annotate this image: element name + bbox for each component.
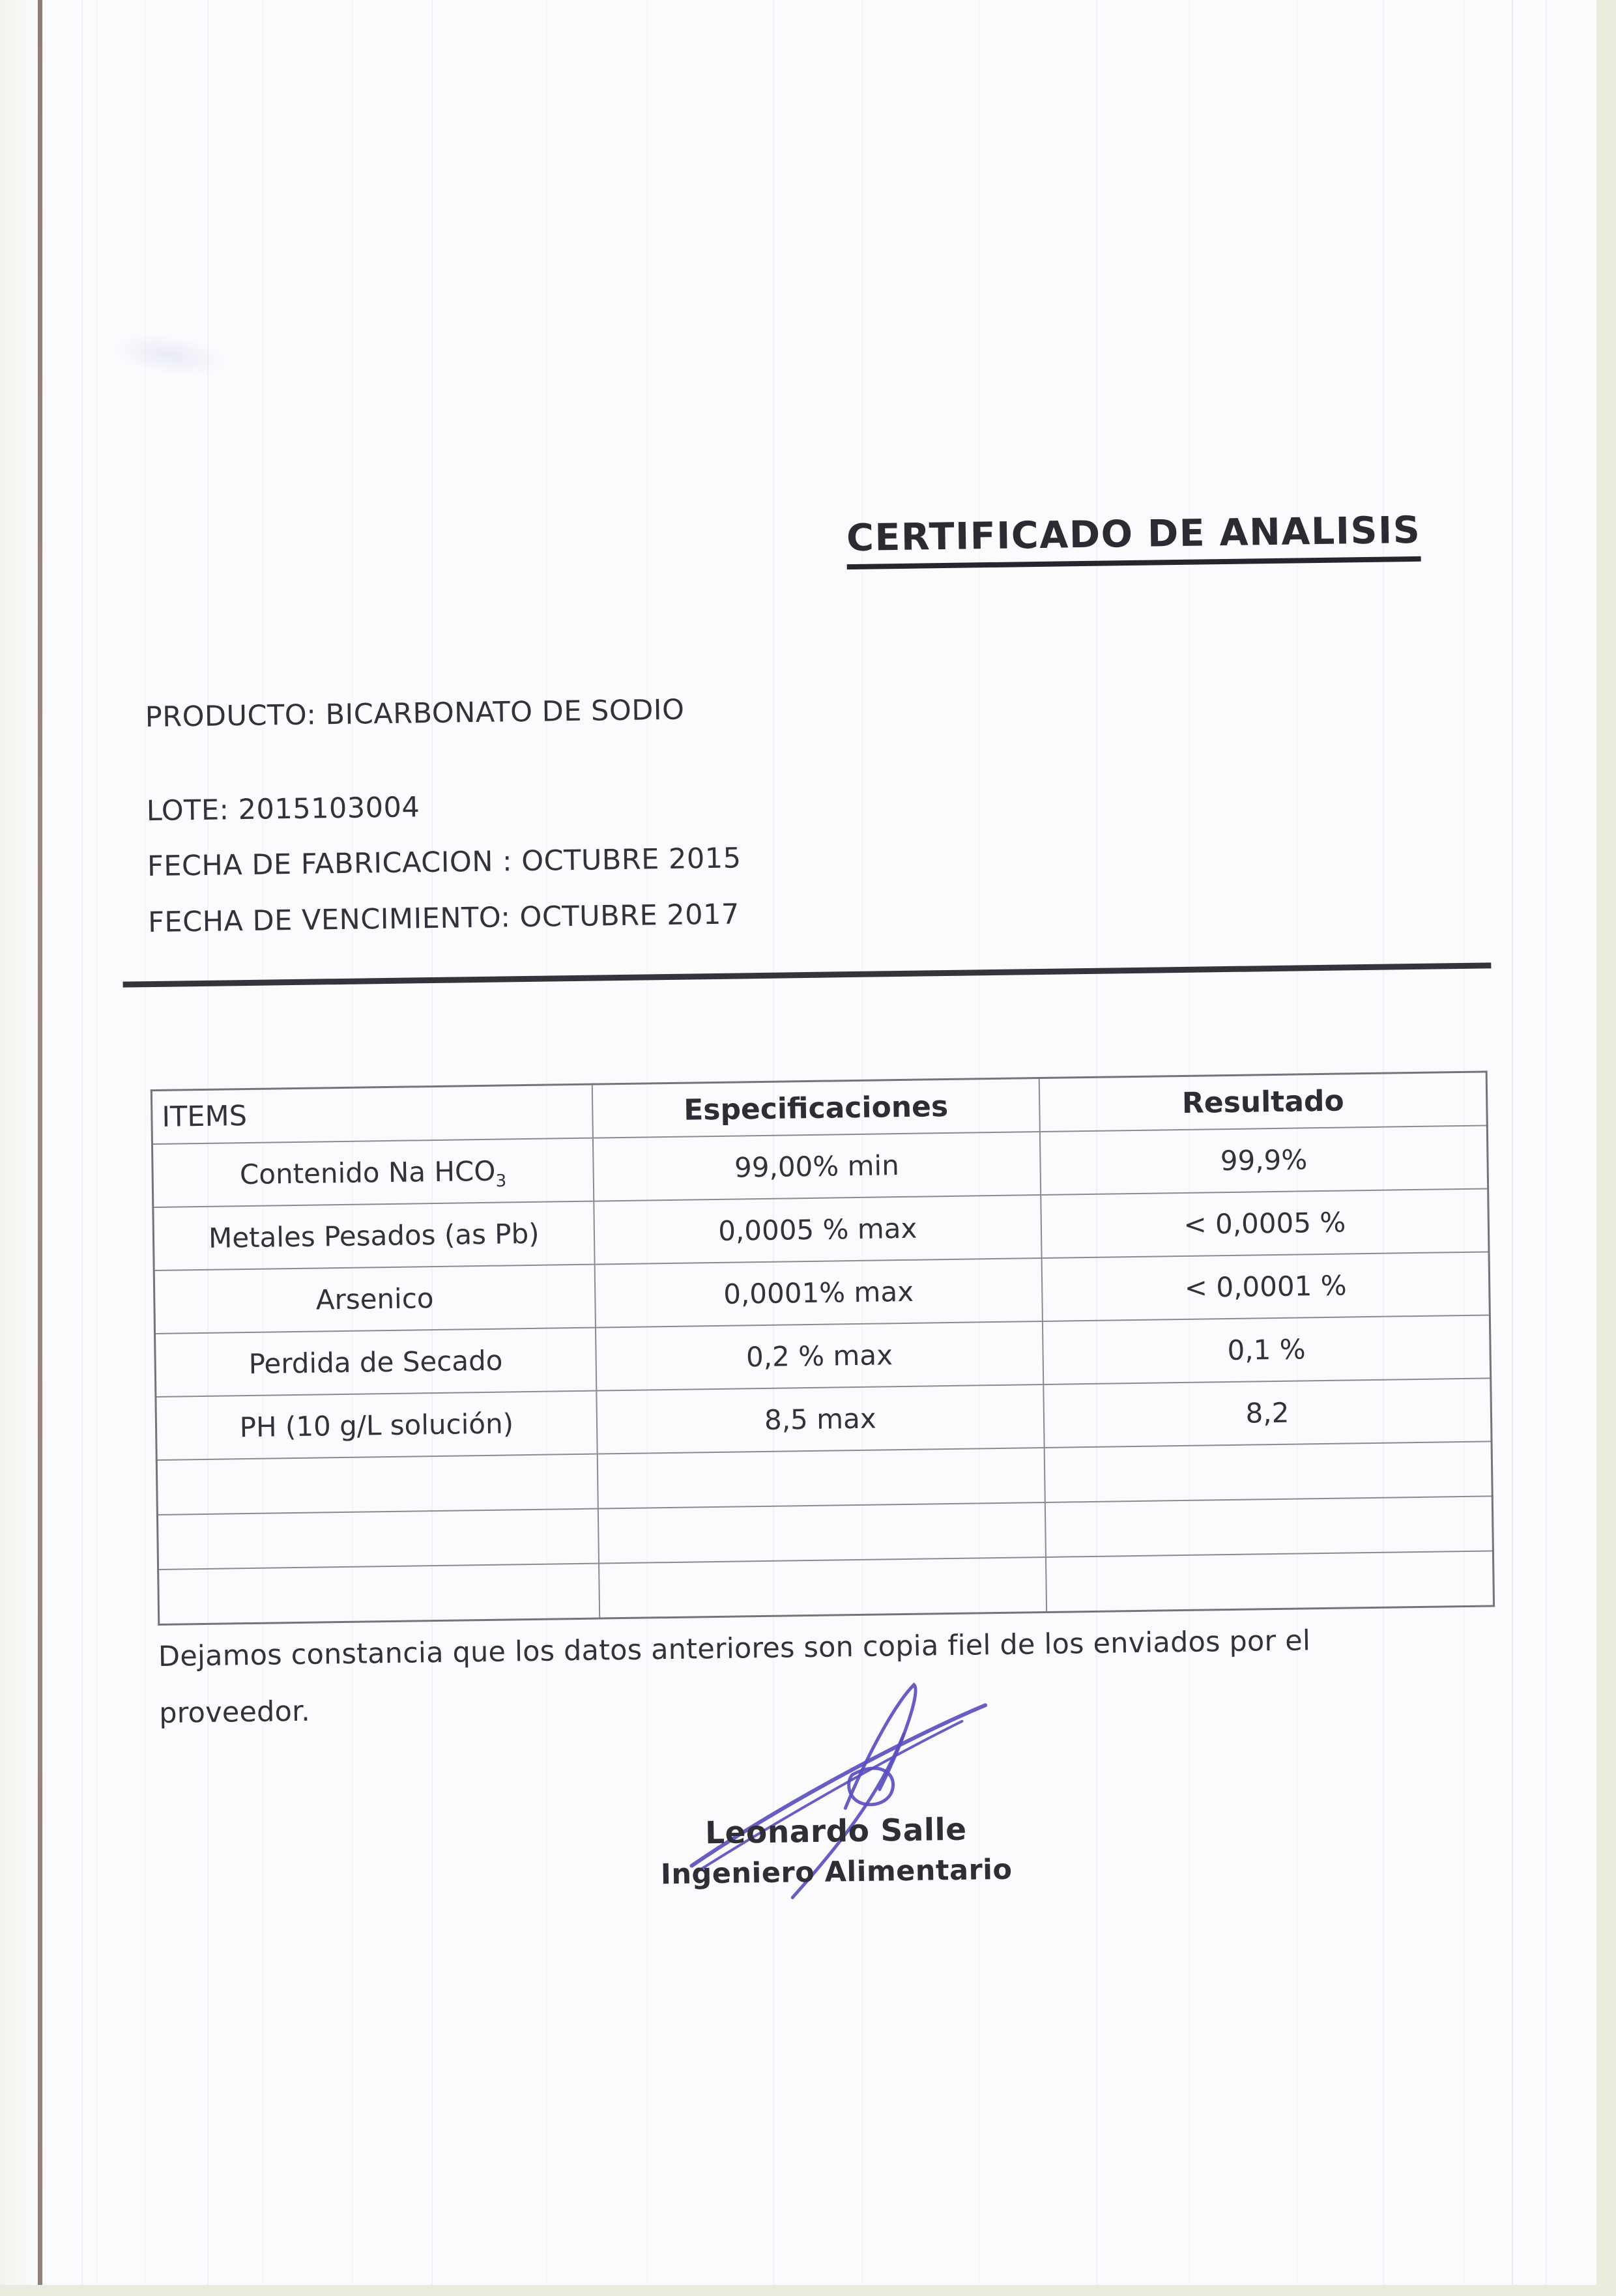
header-especificaciones: Especificaciones [592, 1078, 1039, 1138]
result-cell: 99,9% [1040, 1125, 1488, 1195]
results-table [151, 1070, 1495, 1626]
empty-cell [158, 1564, 599, 1625]
signer-block [594, 1810, 1078, 1891]
item-cell: Arsenico [154, 1265, 595, 1334]
signer-title: Ingeniero Alimentario [660, 1853, 1013, 1891]
empty-cell [598, 1502, 1046, 1564]
results-table-body [152, 1125, 1493, 1624]
empty-cell [599, 1557, 1047, 1618]
empty-cell [1045, 1441, 1493, 1502]
signer-name: Leonardo Salle [704, 1811, 967, 1852]
result-cell: < 0,0005 % [1041, 1188, 1489, 1258]
result-cell: < 0,0001 % [1042, 1252, 1490, 1321]
signature-stroke-small-loop [848, 1768, 893, 1805]
spec-cell: 0,2 % max [596, 1321, 1044, 1391]
certification-note: Dejamos constancia que los datos anteriores son copia fiel de los enviados por el proveedor. [158, 1624, 1311, 1730]
divider-rule [123, 962, 1491, 987]
item-cell: Contenido Na $HCO_3$ [152, 1138, 593, 1207]
result-cell: 8,2 [1043, 1378, 1492, 1448]
spec-cell: 99,00% min [593, 1132, 1041, 1201]
item-cell: Metales Pesados (as Pb) [153, 1201, 594, 1270]
item-cell: Perdida de Secado [155, 1328, 596, 1397]
spec-cell: 0,0005 % max [594, 1195, 1042, 1265]
empty-cell [597, 1448, 1045, 1509]
spec-cell: 0,0001% max [594, 1258, 1043, 1328]
product-line: PRODUCTO: BICARBONATO DE SODIO [145, 693, 685, 734]
item-cell: PH (10 g/L solución) [156, 1391, 597, 1460]
expiry-date-line: FECHA DE VENCIMIENTO: OCTUBRE 2017 [147, 898, 740, 940]
lot-number-line: LOTE: 2015103004 [146, 791, 420, 828]
empty-cell [157, 1509, 598, 1570]
header-items: ITEMS [151, 1084, 592, 1144]
empty-cell [156, 1454, 598, 1515]
empty-cell [1045, 1496, 1493, 1557]
document-title: CERTIFICADO DE ANALISIS [846, 509, 1421, 569]
spec-cell: 8,5 max [596, 1385, 1045, 1454]
header-resultado: Resultado [1039, 1072, 1488, 1132]
result-cell: 0,1 % [1043, 1315, 1491, 1385]
empty-cell [1046, 1551, 1494, 1612]
fabrication-date-line: FECHA DE FABRICACION : OCTUBRE 2015 [147, 842, 742, 883]
